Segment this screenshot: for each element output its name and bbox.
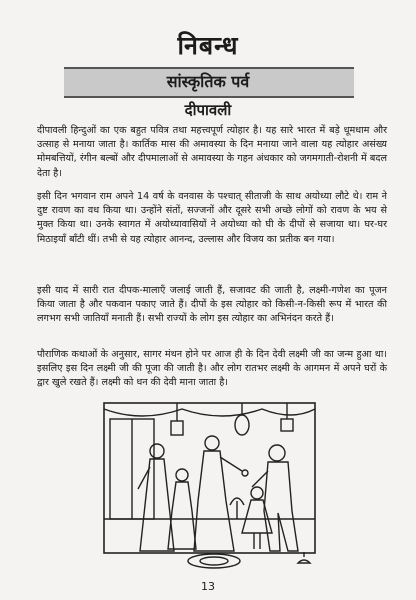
diwali-family-illustration (102, 401, 317, 576)
page-number: 13 (201, 580, 215, 593)
page-title: निबन्ध (177, 31, 239, 60)
essay-heading: दीपावली (184, 101, 232, 119)
paragraph-1: दीपावली हिन्दुओं का एक बहुत पवित्र तथा महत्त्वपूर्ण त्योहार है। यह सारे भारत में बड़े धूमधाम और उत्साह से मनाया जाता है। कार्तिक मास की अमावस्या के दिन मनाया जाने वाला यह त्योहार असंख्य मोमबत्तियों, रंगीन बल्बों और दीपमालाओं से अमावस्या के गहन अंधकार को जगमगाती-रोशनी में बदल देता है। (37, 125, 387, 179)
paragraph-4: पौराणिक कथाओं के अनुसार, सागर मंथन होने पर आज ही के दिन देवी लक्ष्मी जी का जन्म हुआ था। इसलिए इस दिन लक्ष्मी जी की पूजा की जाती है। और लोग रातभर लक्ष्मी के आगमन में अपने घरों के द्वार खुले रखते हैं। लक्ष्मी को धन की देवी माना जाता है। (37, 349, 387, 389)
paragraph-3: इसी याद में सारी रात दीपक-मालाएँ जलाई जाती हैं, सजावट की जाती है, लक्ष्मी-गणेश का पूजन किया जाता है और पकवान पकाए जाते हैं। दीपों के इस त्योहार को किसी-न-किसी रूप में भारत की लगभग सभी जातियाँ मनाती हैं। सभी राज्यों के लोग इस त्योहार का अभिनंदन करते हैं। (37, 285, 387, 325)
paragraph-2: इसी दिन भगवान राम अपने 14 वर्ष के वनवास के पश्चात् सीताजी के साथ अयोध्या लौटे थे। राम ने दुष्ट रावण का वध किया था। उन्होंने संतों, सज्जनों और दूसरे सभी अच्छे लोगों को रावण के भय से मुक्त किया था। उनके स्वागत में अयोध्यावासियों ने अयोध्या को घी के दीपों से सजाया था। घर-घर मिठाइयाँ बाँटी थीं। तभी से यह त्योहार आनन्द, उल्लास और विजय का प्रतीक बन गया। (37, 191, 387, 245)
section-title: सांस्कृतिक पर्व (166, 72, 250, 91)
